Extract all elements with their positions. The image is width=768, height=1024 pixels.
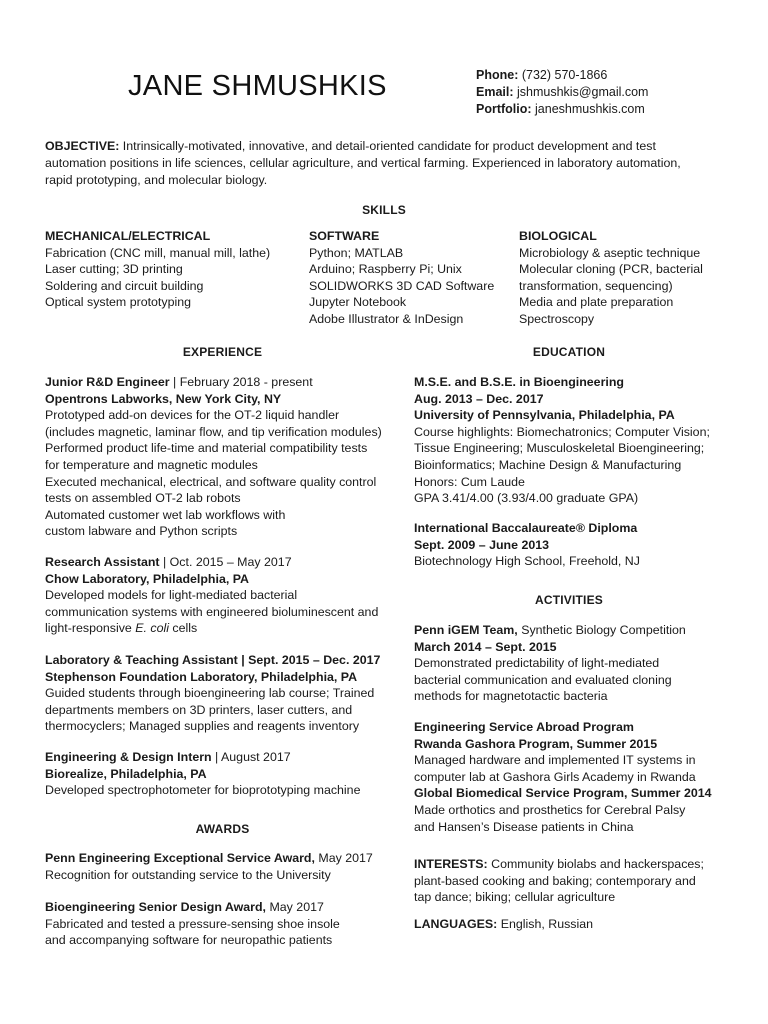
phone-value: (732) 570-1866 (521, 68, 608, 82)
activity-esap: Engineering Service Abroad Program Rwanda Gashora Program, Summer 2015 Managed hardware and implemented IT systems in computer lab at Gashora Girls Academy in Rwanda Global Biomedical Service Program, Summer 2014 Made orthotics and prosthetics for Cerebral Palsy and Hansen’s Disease patients in China (414, 720, 712, 834)
objective-section: OBJECTIVE: Intrinsically-motivated, innovative, and detail-oriented candidate for product development and test automation positions in life sciences, cellular agriculture, and vertical farming. Experienced in laboratory automation, rapid prototyping, and molecular biology. (45, 139, 681, 187)
skills-biological: BIOLOGICAL Microbiology & aseptic technique Molecular cloning (PCR, bacterial transformation, sequencing) Media and plate preparation Spectroscopy (519, 229, 703, 326)
email-line: Email: jshmushkis@gmail.com (476, 85, 649, 99)
email-value: jshmushkis@gmail.com (517, 85, 649, 99)
award-service: Penn Engineering Exceptional Service Award, May 2017 Recognition for outstanding service to the University (45, 851, 373, 882)
education-heading: EDUCATION (532, 345, 606, 359)
objective-label: OBJECTIVE: (45, 139, 120, 153)
job-biorealize: Engineering & Design Intern | August 2017 Biorealize, Philadelphia, PA Developed spectrophotometer for bioprototyping machine (45, 750, 361, 798)
education-ib: International Baccalaureate® Diploma Sept. 2009 – June 2013 Biotechnology High School, Freehold, NJ (414, 521, 640, 569)
candidate-name: JANE SHMUSHKIS (128, 70, 387, 102)
phone-line: Phone: (732) 570-1866 (476, 68, 608, 82)
interests-section: INTERESTS: Community biolabs and hackerspaces; plant-based cooking and baking; contemporary and tap dance; biking; cellular agriculture (414, 857, 704, 905)
education-penn: M.S.E. and B.S.E. in Bioengineering Aug. 2013 – Dec. 2017 University of Pennsylvania, Philadelphia, PA Course highlights: Biomechatronics; Computer Vision; Tissue Engineering; Musculoskeletal Bioengineering; Bioinformatics; Machine Design & Manufacturing Honors: Cum Laude GPA 3.41/4.00 (3.93/4.00 graduate GPA) (414, 375, 710, 506)
activities-heading: ACTIVITIES (534, 593, 603, 607)
portfolio-value: janeshmushkis.com (535, 102, 645, 116)
job-opentrons: Junior R&D Engineer | February 2018 - present Opentrons Labworks, New York City, NY Prototyped add-on devices for the OT-2 liquid handler (includes magnetic, laminar flow, and tip verification modules) Performed product life-time and material compatibility tests for temperature and magnetic modules Executed mechanical, electrical, and software quality control tests on assembled OT-2 lab robots Automated customer wet lab workflows with custom labware and Python scripts (45, 375, 382, 539)
skills-mechanical: MECHANICAL/ELECTRICAL Fabrication (CNC mill, manual mill, lathe) Laser cutting; 3D printing Soldering and circuit building Optical system prototyping (45, 229, 271, 310)
languages-label: LANGUAGES: (414, 917, 498, 931)
skills-heading: SKILLS (362, 203, 406, 217)
experience-heading: EXPERIENCE (182, 345, 263, 359)
skills-software: SOFTWARE Python; MATLAB Arduino; Raspberry Pi; Unix SOLIDWORKS 3D CAD Software Jupyter Notebook Adobe Illustrator & InDesign (309, 229, 495, 326)
job-chow-lab: Research Assistant | Oct. 2015 – May 2017 Chow Laboratory, Philadelphia, PA Developed models for light-mediated bacterial communication systems with engineered bioluminescent and light-responsive E. coli cells (45, 555, 379, 636)
activity-igem: Penn iGEM Team, Synthetic Biology Competition March 2014 – Sept. 2015 Demonstrated predictability of light-mediated bacterial communication and evaluated cloning methods for magnetotactic bacteria (414, 623, 686, 704)
interests-label: INTERESTS: (414, 857, 488, 871)
awards-heading: AWARDS (195, 822, 250, 836)
languages-section: LANGUAGES: English, Russian (414, 917, 594, 931)
portfolio-line: Portfolio: janeshmushkis.com (476, 102, 645, 116)
job-stephenson-lab: Laboratory & Teaching Assistant | Sept. 2015 – Dec. 2017 Stephenson Foundation Laboratory, Philadelphia, PA Guided students through bioengineering lab course; Trained departments members on 3D printers, laser cutters, and thermocyclers; Managed supplies and reagents inventory (45, 653, 381, 734)
award-senior-design: Bioengineering Senior Design Award, May 2017 Fabricated and tested a pressure-sensing shoe insole and accompanying software for neuropathic patients (45, 900, 340, 948)
contact-block (476, 67, 648, 118)
